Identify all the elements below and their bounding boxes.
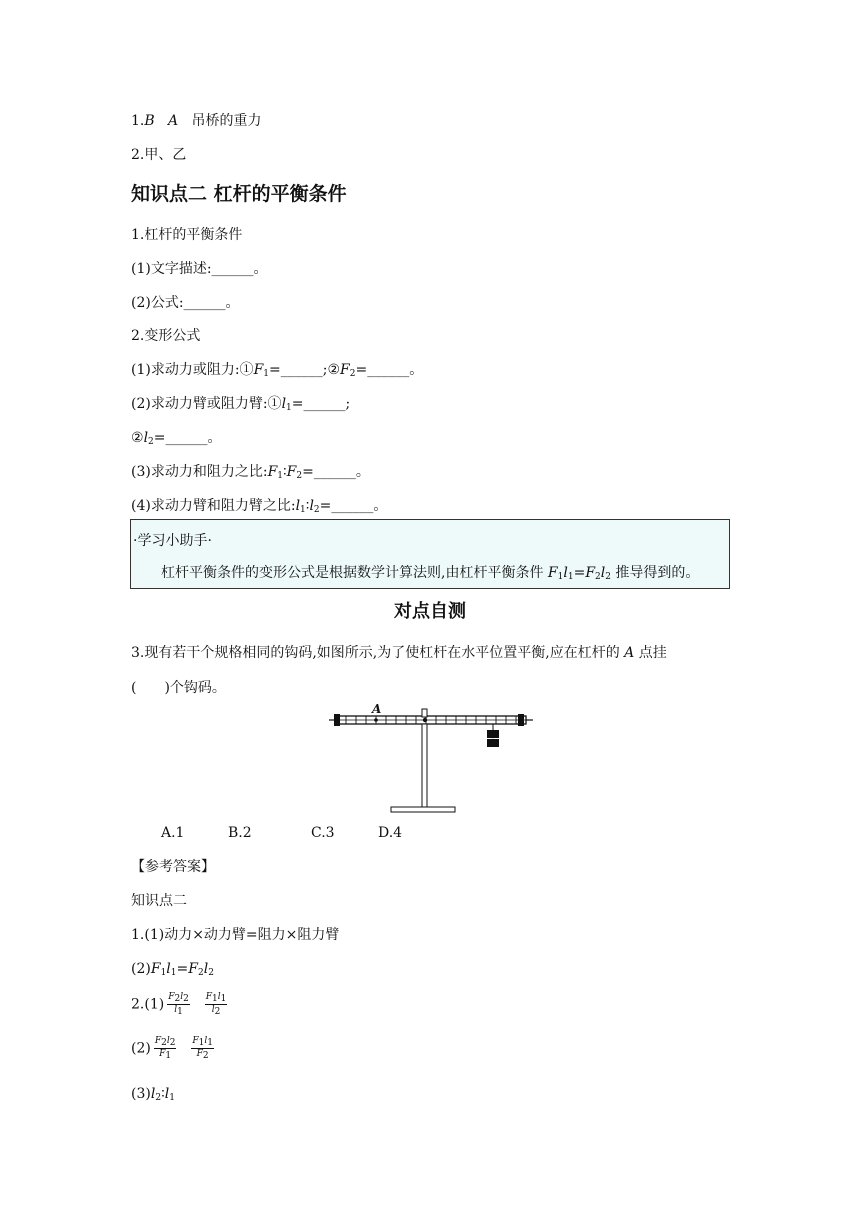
fraction-l2: $\frac{F_1l_1}{F_2}$ — [192, 1036, 213, 1061]
question-line-1: 3.现有若干个规格相同的钩码,如图所示,为了使杠杆在水平位置平衡,应在杠杆的 A 点挂 — [131, 645, 667, 661]
study-helper-box — [130, 519, 730, 589]
choice-d: D.4 — [378, 825, 403, 841]
right-balance-nut — [518, 714, 524, 726]
answer-b: B — [144, 113, 155, 129]
item-1: 1.杠杆的平衡条件 — [131, 227, 243, 243]
choice-a: A.1 — [161, 825, 185, 841]
answer-2-1: 2.(1) $\frac{F_2l_2}{l_1}$ $\frac{F_1l_1}{l_2}$ — [131, 992, 227, 1017]
section-title: 知识点二 杠杆的平衡条件 — [131, 183, 347, 205]
left-balance-nut — [334, 714, 340, 726]
question-line-2: ( )个钩码。 — [131, 680, 226, 696]
item-2-4: (4)求动力臂和阻力臂之比$:l_1∶l_2=\_\_\_\_\_\_$。 — [131, 498, 388, 515]
answers-title: 【参考答案】 — [131, 859, 215, 875]
item-2-3: (3)求动力和阻力之比$:F_1∶F_2=\_\_\_\_\_\_$。 — [131, 464, 370, 481]
hanging-weights — [487, 724, 499, 747]
fraction-l1: $\frac{F_2l_2}{F_1}$ — [154, 1036, 176, 1061]
item-2-2b: $②l_2=\_\_\_\_\_\_$。 — [131, 430, 222, 447]
answer-line-1 — [131, 112, 262, 130]
item-1-2: (2)公式:______。 — [131, 295, 240, 311]
choice-c: C.3 — [311, 825, 335, 841]
fraction-f2: $\frac{F_1l_1}{l_2}$ — [205, 992, 227, 1017]
answer-line-2: 2.甲、乙 — [131, 147, 187, 163]
point-a-label: A — [372, 702, 382, 716]
answer-text: 吊桥的重力 — [191, 113, 262, 129]
lever-stand — [391, 724, 455, 812]
answer-2-3: $(3)l_2∶l_1$ — [131, 1086, 175, 1103]
answer-1-1: 1.(1)动力×动力臂=阻力×阻力臂 — [131, 927, 340, 943]
item-2-1: (1)求动力或阻力$:①F_1=\_\_\_\_\_\_;②F_2=\_\_\_\_\_\_$。 — [131, 362, 424, 379]
fraction-f1: $\frac{F_2l_2}{l_1}$ — [168, 992, 189, 1017]
answers-section: 知识点二 — [131, 893, 187, 909]
lever-beam — [329, 716, 533, 724]
pivot-point — [423, 718, 427, 722]
answer-2-2: (2) $\frac{F_2l_2}{F_1}$ $\frac{F_1l_1}{F_2}$ — [131, 1036, 213, 1061]
lever-figure — [326, 700, 536, 816]
pivot-cap — [422, 709, 427, 717]
choice-b: B.2 — [228, 825, 252, 841]
point-a-marker — [374, 718, 378, 722]
item-2: 2.变形公式 — [131, 328, 201, 344]
answer-1-2: $(2)F_1l_1=F_2l_2$ — [131, 961, 214, 978]
self-test-title: 对点自测 — [394, 601, 466, 622]
study-helper-body: 杠杆平衡条件的变形公式是根据数学计算法则,由杠杆平衡条件 $F_1l_1=F_2l_2$ 推导得到的。 — [161, 565, 700, 582]
item-1-1: (1)文字描述:______。 — [131, 261, 268, 277]
answer-a: A — [168, 113, 179, 129]
line-number: 1. — [131, 113, 145, 129]
item-2-2: (2)求动力臂或阻力臂$:①l_1=\_\_\_\_\_\_$; — [131, 396, 351, 413]
study-helper-title: ·学习小助手· — [133, 533, 212, 549]
